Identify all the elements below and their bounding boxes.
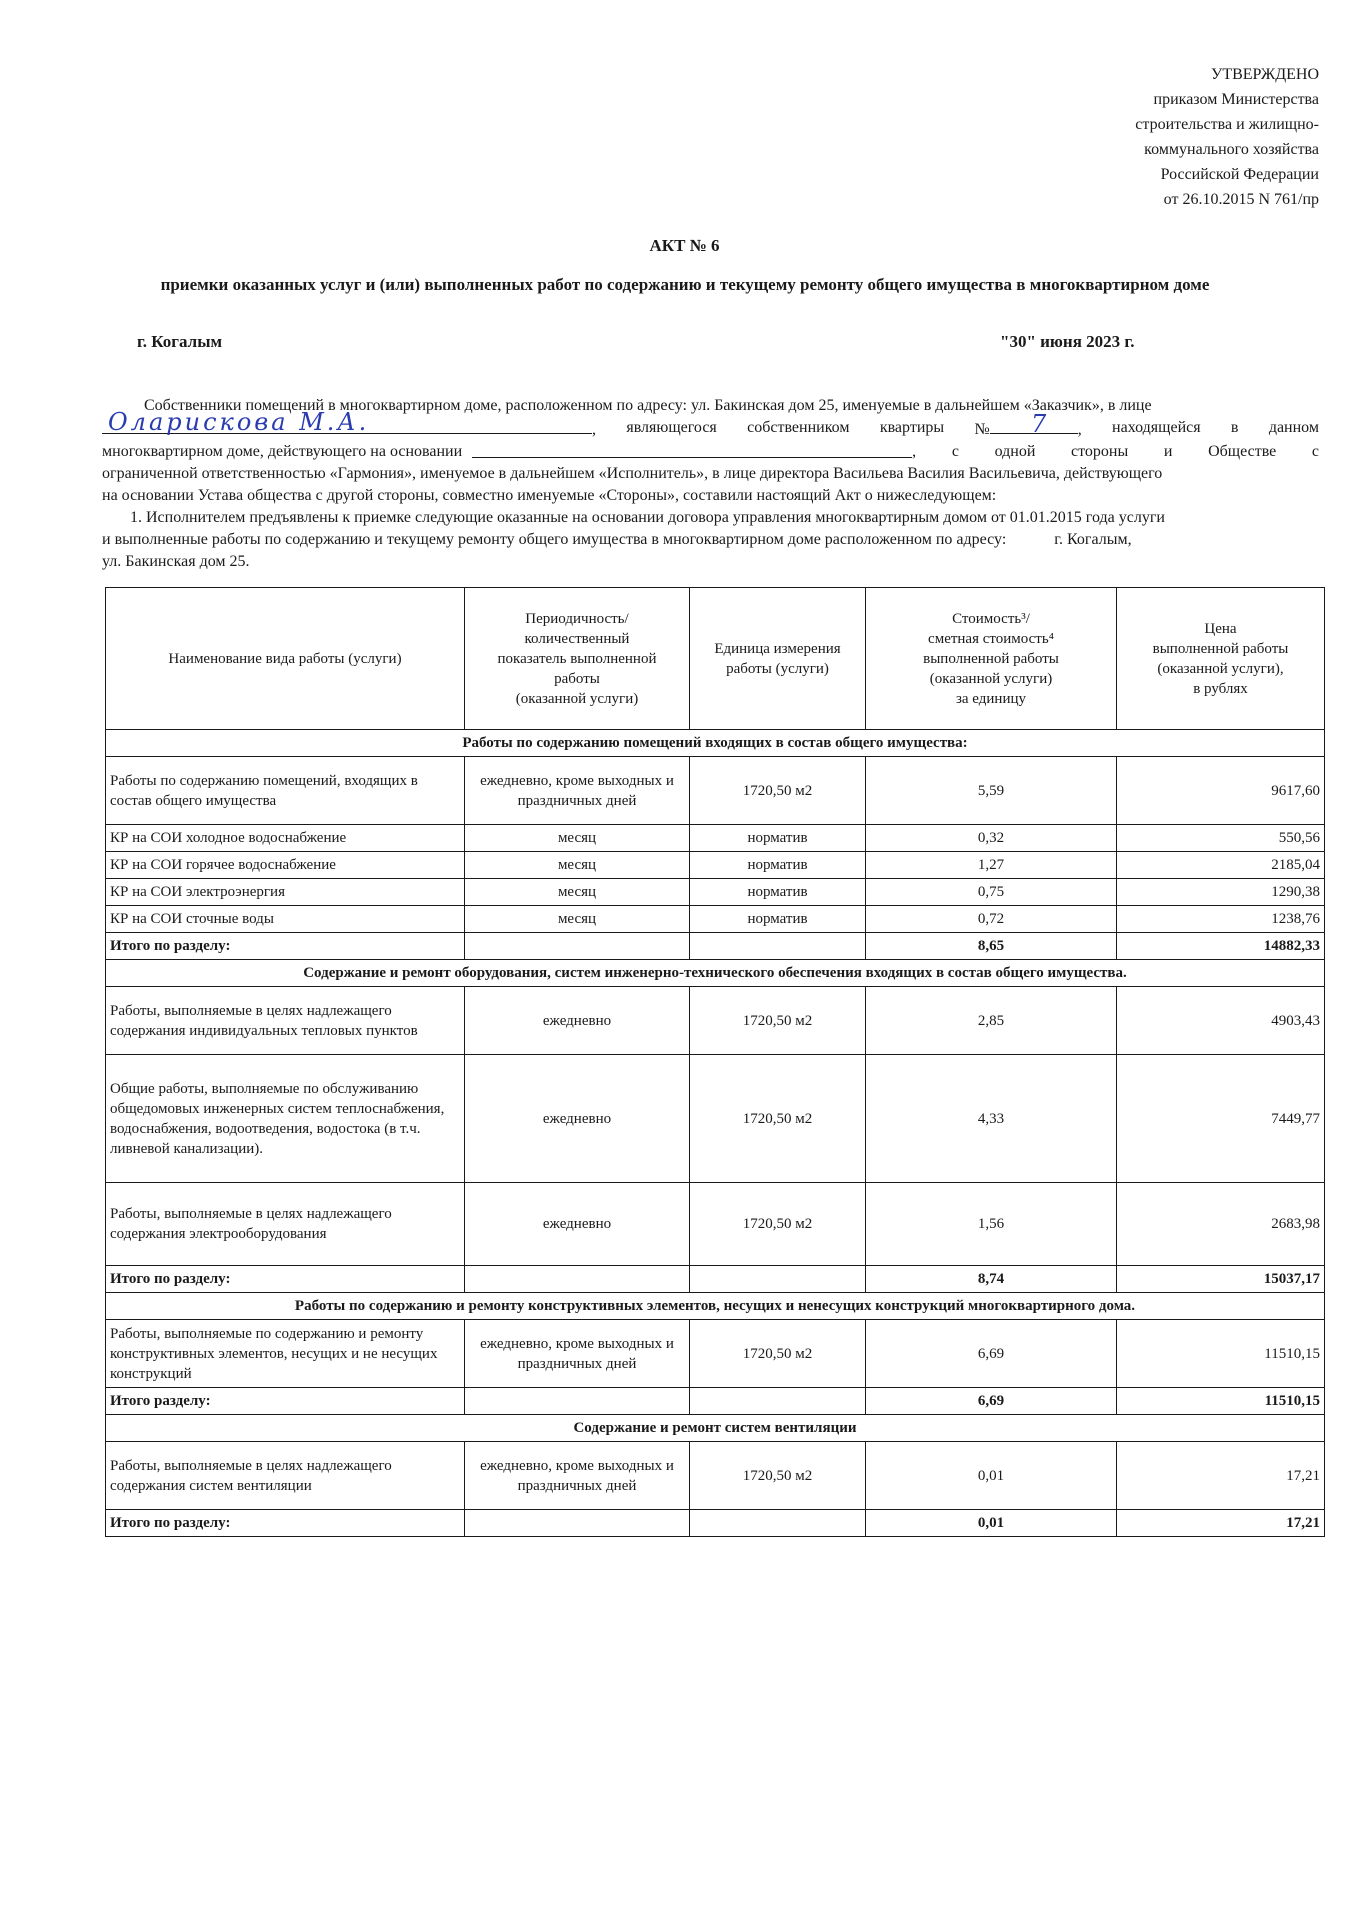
section-total-row: Итого по разделу: 8,74 15037,17 xyxy=(106,1266,1325,1293)
table-row: Работы, выполняемые в целях надлежащего содержания индивидуальных тепловых пунктов ежедневно 1720,50 м2 2,85 4903,43 xyxy=(106,987,1325,1055)
works-table xyxy=(105,587,1325,1537)
approval-line: строительства и жилищно- xyxy=(1135,116,1319,133)
table-row: Работы, выполняемые в целях надлежащего содержания систем вентиляции ежедневно, кроме выходных и праздничных дней 1720,50 м2 0,01 17,21 xyxy=(106,1442,1325,1510)
section-total-row: Итого по разделу: 8,65 14882,33 xyxy=(106,933,1325,960)
act-date: "30" июня 2023 г. xyxy=(1000,332,1135,351)
table-row: КР на СОИ горячее водоснабжение месяц норматив 1,27 2185,04 xyxy=(106,852,1325,879)
handwritten-owner-name: Оларискова М.А. xyxy=(108,408,370,436)
section-title-row: Работы по содержанию помещений входящих в состав общего имущества: xyxy=(106,730,1325,757)
header-price: Цена выполненной работы (оказанной услуги), в рублях xyxy=(1117,588,1325,730)
header-unit: Единица измерения работы (услуги) xyxy=(690,588,866,730)
intro-line-1: Собственники помещений в многоквартирном доме, расположенном по адресу: ул. Бакинская дом 25, именуемые в дальнейшем «Заказчик», в лице xyxy=(144,397,1152,414)
header-cost: Стоимость³/ сметная стоимость⁴ выполненной работы (оказанной услуги) за единицу xyxy=(866,588,1117,730)
approval-line: от 26.10.2015 N 761/пр xyxy=(1163,191,1319,208)
apartment-number-blank xyxy=(990,417,1078,434)
table-row: Работы, выполняемые в целях надлежащего содержания электрооборудования ежедневно 1720,50 м2 1,56 2683,98 xyxy=(106,1183,1325,1266)
act-subtitle: приемки оказанных услуг и (или) выполненных работ по содержанию и текущему ремонту общего имущества в многоквартирном доме xyxy=(160,275,1210,294)
table-row: КР на СОИ холодное водоснабжение месяц норматив 0,32 550,56 xyxy=(106,825,1325,852)
intro-line-5: на основании Устава общества с другой стороны, совместно именуемые «Стороны», составили настоящий Акт о нижеследующем: xyxy=(102,487,997,504)
intro-line-8: ул. Бакинская дом 25. xyxy=(102,553,250,570)
intro-line-7: и выполненные работы по содержанию и текущему ремонту общего имущества в многоквартирном доме расположенном по адресу: г. Когалым, xyxy=(102,531,1132,548)
table-row: КР на СОИ сточные воды месяц норматив 0,72 1238,76 xyxy=(106,906,1325,933)
act-title: АКТ № 6 xyxy=(649,236,720,255)
table-row: КР на СОИ электроэнергия месяц норматив 0,75 1290,38 xyxy=(106,879,1325,906)
handwritten-apartment-number: 7 xyxy=(1031,410,1050,438)
table-row: Работы, выполняемые по содержанию и ремонту конструктивных элементов, несущих и не несущих конструкций ежедневно, кроме выходных и праздничных дней 1720,50 м2 6,69 11510,15 xyxy=(106,1320,1325,1388)
approval-line: УТВЕРЖДЕНО xyxy=(1210,66,1319,83)
basis-blank xyxy=(472,441,912,458)
intro-line-6: 1. Исполнителем предъявлены к приемке следующие оказанные на основании договора управления многоквартирным домом от 01.01.2015 года услуги xyxy=(130,509,1165,526)
approval-line: Российской Федерации xyxy=(1160,166,1319,183)
approval-stamp-block xyxy=(1135,62,1319,212)
section-title-row: Содержание и ремонт систем вентиляции xyxy=(106,1415,1325,1442)
intro-line-3: многоквартирном доме, действующего на основании , с одной стороны и Обществе с xyxy=(102,443,1319,460)
intro-paragraph xyxy=(102,395,1319,573)
table-row: Работы по содержанию помещений, входящих в состав общего имущества ежедневно, кроме выходных и праздничных дней 1720,50 м2 5,59 9617,60 xyxy=(106,757,1325,825)
intro-line-4: ограниченной ответственностью «Гармония», именуемое в дальнейшем «Исполнитель», в лице директора Васильева Василия Васильевича, действующего xyxy=(102,465,1163,482)
section-title-row: Содержание и ремонт оборудования, систем инженерно-технического обеспечения входящих в состав общего имущества. xyxy=(106,960,1325,987)
section-total-row: Итого разделу: 6,69 11510,15 xyxy=(106,1388,1325,1415)
table-row: Общие работы, выполняемые по обслуживанию общедомовых инженерных систем теплоснабжения, водоснабжения, водоотведения, водостока (в т.ч. ливневой канализации). ежедневно 1720,50 м2 4,33 7449,77 xyxy=(106,1055,1325,1183)
header-periodicity: Периодичность/ количественный показатель выполненной работы (оказанной услуги) xyxy=(465,588,690,730)
header-name: Наименование вида работы (услуги) xyxy=(106,588,465,730)
section-title-row: Работы по содержанию и ремонту конструктивных элементов, несущих и ненесущих конструкций многоквартирного дома. xyxy=(106,1293,1325,1320)
table-header-row xyxy=(106,588,1325,730)
section-total-row: Итого по разделу: 0,01 17,21 xyxy=(106,1510,1325,1537)
owner-name-blank xyxy=(102,417,592,434)
approval-line: коммунального хозяйства xyxy=(1144,141,1319,158)
act-city: г. Когалым xyxy=(137,332,223,351)
intro-line-2: , являющегося собственником квартиры № , находящейся в данном xyxy=(102,417,1319,441)
approval-line: приказом Министерства xyxy=(1153,91,1319,108)
